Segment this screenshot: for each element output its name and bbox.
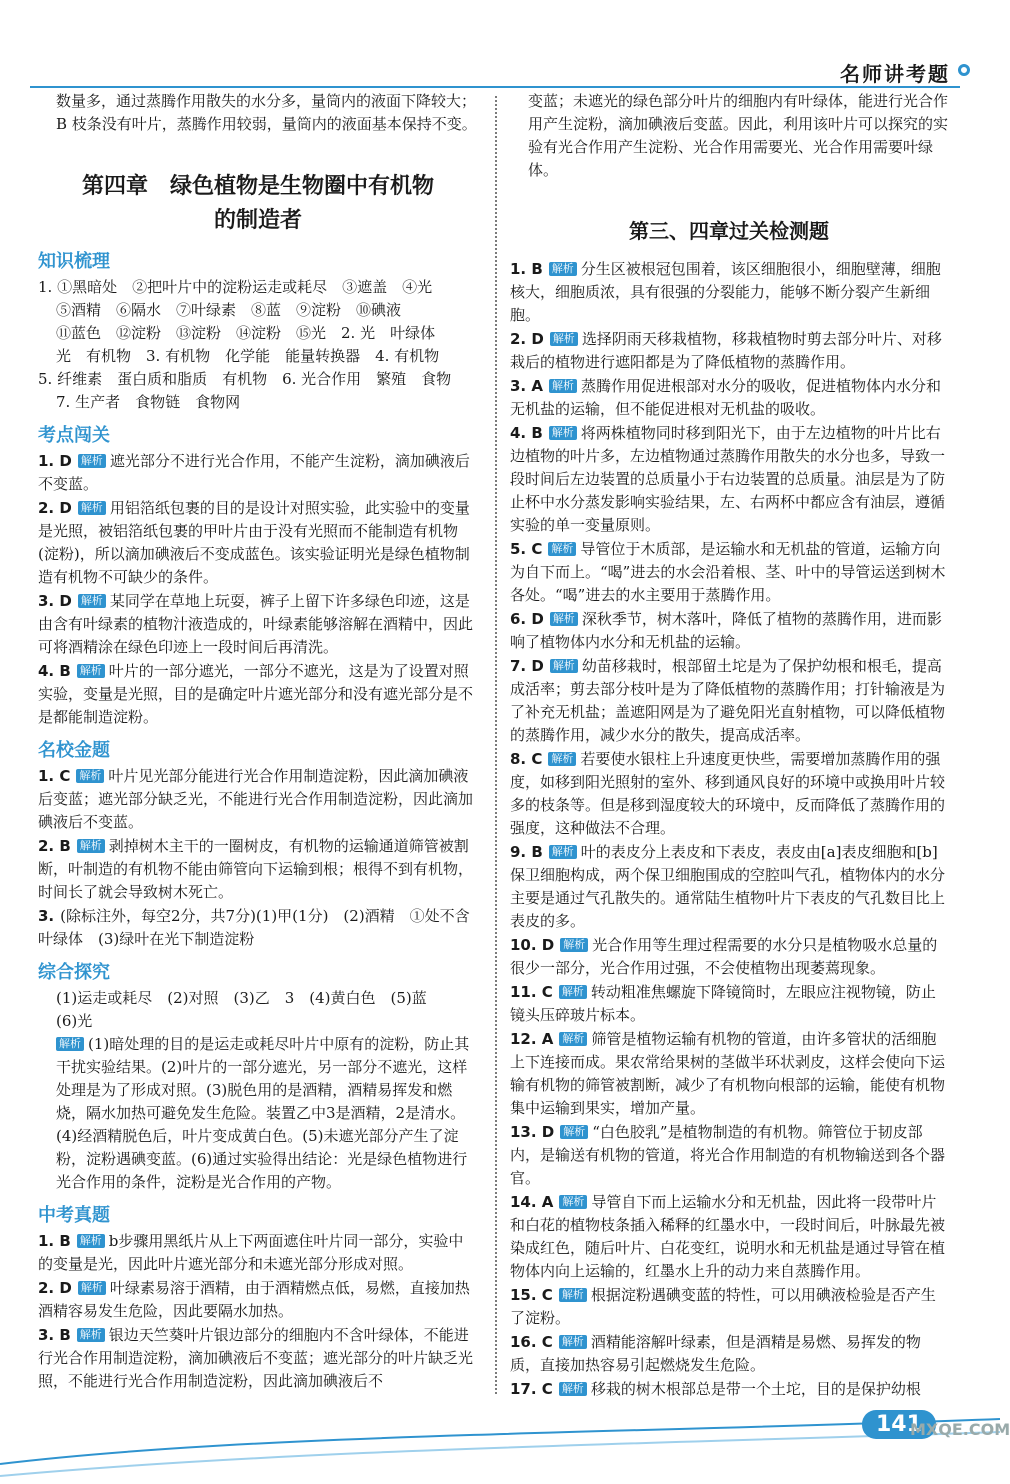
answer-key: 3. xyxy=(38,907,55,925)
answer-item xyxy=(38,450,478,496)
answer-key: 11. C xyxy=(510,983,553,1001)
analysis-tag: 解析 xyxy=(78,1281,106,1295)
answer-line: ⑤酒精 ⑥隔水 ⑦叶绿素 ⑧蓝 ⑨淀粉 ⑩碘液 xyxy=(56,301,402,319)
analysis-text: (1)暗处理的目的是运走或耗尽叶片中原有的淀粉，防止其干扰实验结果。(2)叶片的一部分遮光，另一部分不遮光，这样处理是为了形成对照。(3)脱色用的是酒精，酒精易挥发和燃烧，隔水加热可避免发生危险。装置乙中3是酒精，2是清水。(4)经酒精脱色后，叶片变成黄白色。(5)未遮光部分产生了淀粉，淀粉遇碘变蓝。(6)通过实验得出结论：光是绿色植物进行光合作用的条件，淀粉是光合作用的产物。 xyxy=(56,1035,470,1191)
answer-text: 将两株植物同时移到阳光下，由于左边植物的叶片比右边植物的叶片多，左边植物通过蒸腾作用散失的水分也多，导致一段时间后左边装置的总质量小于右边装置的总质量。油层是为了防止杯中水分蒸发影响实验结果，左、右两杯中都应含有油层，遵循实验的单一变量原则。 xyxy=(510,424,946,534)
analysis-tag: 解析 xyxy=(77,839,105,853)
analysis-tag: 解析 xyxy=(77,1234,105,1248)
answer-key: 16. C xyxy=(510,1333,553,1351)
answer-item xyxy=(38,1230,478,1276)
answer-key: 7. D xyxy=(510,657,544,675)
answer-item xyxy=(510,1331,948,1377)
right-intro: 变蓝；未遮光的绿色部分叶片的细胞内有叶绿体，能进行光合作用产生淀粉，滴加碘液后变蓝。因此，利用该叶片可以探究的实验有光合作用产生淀粉、光合作用需要光、光合作用需要叶绿体。 xyxy=(528,92,949,179)
answer-text: b步骤用黑纸片从上下两面遮住叶片同一部分，实验中的变量是光，因此叶片遮光部分和未遮光部分形成对照。 xyxy=(38,1232,464,1273)
analysis-tag: 解析 xyxy=(549,426,577,440)
answer-key: 2. D xyxy=(38,499,72,517)
analysis-tag: 解析 xyxy=(548,542,576,556)
answer-item xyxy=(38,660,478,729)
chapter-title-line: 第四章 绿色植物是生物圈中有机物 xyxy=(81,174,434,199)
answer-text: 光合作用等生理过程需要的水分只是植物吸水总量的很少一部分，光合作用过强，不会使植物出现萎蔫现象。 xyxy=(510,936,938,977)
analysis-tag: 解析 xyxy=(559,1335,587,1349)
answer-text: 叶片的一部分遮光，一部分不遮光，这是为了设置对照实验，变量是光照，目的是确定叶片遮光部分和没有遮光部分是不是都能制造淀粉。 xyxy=(38,662,474,726)
analysis-tag: 解析 xyxy=(549,845,577,859)
answer-item xyxy=(510,1284,948,1330)
answer-text: 剥掉树木主干的一圈树皮，有机物的运输通道筛管被割断，叶制造的有机物不能由筛管向下运输到根；根得不到有机物，时间长了就会导致树木死亡。 xyxy=(38,837,474,901)
answer-text: 遮光部分不进行光合作用，不能产生淀粉，滴加碘液后不变蓝。 xyxy=(38,452,470,493)
answer-key: 3. D xyxy=(38,592,72,610)
analysis-tag: 解析 xyxy=(559,1195,587,1209)
answer-text: 幼苗移栽时，根部留土坨是为了保护幼根和根毛，提高成活率；剪去部分枝叶是为了降低植物的蒸腾作用；打针输液是为了补充无机盐；盖遮阳网是为了避免阳光直射植物，可以降低植物的蒸腾作用，减少水分的散失，提高成活率。 xyxy=(510,657,946,744)
answer-key: 3. A xyxy=(510,377,543,395)
answer-item xyxy=(510,1378,948,1401)
answer-item xyxy=(510,375,948,421)
answer-key: 2. B xyxy=(38,837,71,855)
answer-text: 选择阴雨天移栽植物，移栽植物时剪去部分叶片、对移栽后的植物进行遮阳都是为了降低植物的蒸腾作用。 xyxy=(510,330,942,371)
answer-item xyxy=(510,981,948,1027)
answer-key: 1. C xyxy=(38,767,71,785)
analysis-tag: 解析 xyxy=(549,262,577,276)
chapter-title-line: 的制造者 xyxy=(213,208,302,233)
answer-item xyxy=(510,655,948,747)
analysis-tag: 解析 xyxy=(560,1125,588,1139)
right-column xyxy=(510,90,948,1402)
section-title: 考点闯关 xyxy=(38,425,110,446)
test-title: 第三、四章过关检测题 xyxy=(629,219,829,243)
answer-key: 2. D xyxy=(510,330,544,348)
answer-key: 8. C xyxy=(510,750,543,768)
answer-text: 若要使水银柱上升速度更快些，需要增加蒸腾作用的强度，如移到阳光照射的室外、移到通风良好的环境中或换用叶片较多的枝条等。但是移到湿度较大的环境中，反而降低了蒸腾作用的强度，这种做法不合理。 xyxy=(510,750,946,837)
answer-key: 17. C xyxy=(510,1380,553,1398)
answer-text: “白色胶乳”是植物制造的有机物。筛管位于韧皮部内，是输送有机物的管道，将光合作用制造的有机物输送到各个器官。 xyxy=(510,1123,946,1187)
answer-text: 银边天竺葵叶片银边部分的细胞内不含叶绿体，不能进行光合作用制造淀粉，滴加碘液后不变蓝；遮光部分的叶片缺乏光照，不能进行光合作用制造淀粉，因此滴加碘液后不 xyxy=(38,1326,474,1390)
answer-text: 用铝箔纸包裹的目的是设计对照实验，此实验中的变量是光照，被铝箔纸包裹的甲叶片由于没有光照而不能制造有机物(淀粉)，所以滴加碘液后不变成蓝色。该实验证明光是绿色植物制造有机物不可缺少的条件。 xyxy=(38,499,470,586)
column-divider xyxy=(495,96,497,1394)
answer-key: 4. B xyxy=(510,424,543,442)
answer-text: 导管自下而上运输水分和无机盐，因此将一段带叶片和白花的植物枝条插入稀释的红墨水中，一段时间后，叶脉最先被染成红色，随后叶片、白花变红，说明水和无机盐是通过导管在植物体内向上运输的，红墨水上升的动力来自蒸腾作用。 xyxy=(510,1193,946,1280)
analysis-tag: 解析 xyxy=(77,664,105,678)
answer-line: (1)运走或耗尽 (2)对照 (3)乙 3 (4)黄白色 (5)蓝 xyxy=(56,989,427,1007)
analysis-tag: 解析 xyxy=(78,594,106,608)
answer-item xyxy=(510,328,948,374)
answer-item xyxy=(510,934,948,980)
watermark: MXQE.COM xyxy=(910,1420,1010,1439)
answer-item xyxy=(38,1324,478,1393)
answer-item xyxy=(510,841,948,933)
page-number: 141 xyxy=(862,1410,936,1439)
answer-item xyxy=(510,608,948,654)
analysis-tag: 解析 xyxy=(78,501,106,515)
answer-key: 14. A xyxy=(510,1193,554,1211)
answer-key: 3. B xyxy=(38,1326,71,1344)
answer-item xyxy=(38,835,478,904)
analysis-tag: 解析 xyxy=(78,454,106,468)
answer-key: 9. B xyxy=(510,843,543,861)
analysis-tag: 解析 xyxy=(550,612,578,626)
answer-text: 分生区被根冠包围着，该区细胞很小，细胞壁薄，细胞核大，细胞质浓，具有很强的分裂能力，能够不断分裂产生新细胞。 xyxy=(510,260,941,324)
analysis-tag: 解析 xyxy=(559,1288,587,1302)
analysis-paragraph xyxy=(38,1033,478,1194)
answer-text: 某同学在草地上玩耍，裤子上留下许多绿色印迹，这是由含有叶绿素的植物汁液造成的，叶绿素能够溶解在酒精中，因此可将酒精涂在绿色印迹上一段时间后再清洗。 xyxy=(38,592,474,656)
analysis-tag: 解析 xyxy=(550,659,578,673)
answer-item xyxy=(510,748,948,840)
answer-text: 转动粗准焦螺旋下降镜筒时，左眼应注视物镜，防止镜头压碎玻片标本。 xyxy=(510,983,936,1024)
section-title: 名校金题 xyxy=(38,740,110,761)
answer-item xyxy=(510,1191,948,1283)
answer-item xyxy=(38,765,478,834)
answer-key: 5. C xyxy=(510,540,543,558)
answer-item xyxy=(510,422,948,537)
analysis-tag: 解析 xyxy=(559,1382,587,1396)
analysis-tag: 解析 xyxy=(76,769,104,783)
answer-line: 1. ①黑暗处 ②把叶片中的淀粉运走或耗尽 ③遮盖 ④光 xyxy=(38,278,433,296)
analysis-tag: 解析 xyxy=(559,1032,587,1046)
left-intro-line: 数量多，通过蒸腾作用散失的水分多，量筒内的液面下降较大； xyxy=(56,92,477,110)
section-title: 综合探究 xyxy=(38,962,110,983)
answer-text: 叶绿素易溶于酒精，由于酒精燃点低，易燃，直接加热酒精容易发生危险，因此要隔水加热。 xyxy=(38,1279,470,1320)
answer-text: 筛管是植物运输有机物的管道，由许多管状的活细胞上下连接而成。果农常给果树的茎做半环状剥皮，这样会使向下运输有机物的筛管被割断，减少了有机物向根部的运输，能使有机物集中运输到果实，增加产量。 xyxy=(510,1030,946,1117)
analysis-tag: 解析 xyxy=(548,752,576,766)
header-rule xyxy=(30,86,960,88)
answer-text: 叶的表皮分上表皮和下表皮，表皮由[a]表皮细胞和[b]保卫细胞构成，两个保卫细胞围成的空腔叫气孔，植物体内的水分主要是通过气孔散失的。通常陆生植物叶片下表皮的气孔数目比上表皮的多。 xyxy=(510,843,946,930)
header-brand: 名师讲考题 xyxy=(840,62,950,86)
answer-text: 酒精能溶解叶绿素，但是酒精是易燃、易挥发的物质，直接加热容易引起燃烧发生危险。 xyxy=(510,1333,921,1374)
answer-line: (6)光 xyxy=(56,1012,93,1030)
circle-icon xyxy=(958,64,970,76)
answer-text: 叶片见光部分能进行光合作用制造淀粉，因此滴加碘液后变蓝；遮光部分缺乏光，不能进行光合作用制造淀粉，因此滴加碘液后不变蓝。 xyxy=(38,767,474,831)
answer-text: 移栽的树木根部总是带一个土坨，目的是保护幼根 xyxy=(590,1380,921,1398)
answer-key: 1. B xyxy=(510,260,543,278)
answer-item xyxy=(510,1121,948,1190)
answer-line: 5. 纤维素 蛋白质和脂质 有机物 6. 光合作用 繁殖 食物 xyxy=(38,370,452,388)
answer-key: 13. D xyxy=(510,1123,555,1141)
answer-item xyxy=(510,258,948,327)
answer-key: 12. A xyxy=(510,1030,554,1048)
answer-key: 2. D xyxy=(38,1279,72,1297)
answer-text: 蒸腾作用促进根部对水分的吸收，促进植物体内水分和无机盐的运输，但不能促进根对无机盐的吸收。 xyxy=(510,377,941,418)
answer-line: 7. 生产者 食物链 食物网 xyxy=(56,393,241,411)
analysis-tag: 解析 xyxy=(560,938,588,952)
analysis-tag: 解析 xyxy=(559,985,587,999)
answer-key: 4. B xyxy=(38,662,71,680)
section-title: 中考真题 xyxy=(38,1205,110,1226)
answer-key: 15. C xyxy=(510,1286,553,1304)
answer-text: 导管位于木质部，是运输水和无机盐的管道，运输方向为自下而上。“喝”进去的水会沿着根、茎、叶中的导管运送到树木各处。“喝”进去的水主要用于蒸腾作用。 xyxy=(510,540,946,604)
answer-text: 深秋季节，树木落叶，降低了植物的蒸腾作用，进而影响了植物体内水分和无机盐的运输。 xyxy=(510,610,942,651)
footer-wave xyxy=(0,1404,1000,1484)
answer-item xyxy=(38,905,478,951)
answer-item xyxy=(38,497,478,589)
analysis-tag: 解析 xyxy=(549,379,577,393)
chapter-title xyxy=(38,170,478,238)
answer-key: 1. D xyxy=(38,452,72,470)
answer-line: ⑪蓝色 ⑫淀粉 ⑬淀粉 ⑭淀粉 ⑮光 2. 光 叶绿体 xyxy=(56,324,436,342)
left-intro-line: B 枝条没有叶片，蒸腾作用较弱，量筒内的液面基本保持不变。 xyxy=(56,115,477,133)
answer-item xyxy=(38,1277,478,1323)
answer-key: 1. B xyxy=(38,1232,71,1250)
answer-line: 光 有机物 3. 有机物 化学能 能量转换器 4. 有机物 xyxy=(56,347,440,365)
answer-text: (除标注外，每空2分，共7分)(1)甲(1分) (2)酒精 ①处不含叶绿体 (3)绿叶在光下制造淀粉 xyxy=(38,907,470,948)
analysis-tag: 解析 xyxy=(550,332,578,346)
section-title: 知识梳理 xyxy=(38,251,110,272)
answer-item xyxy=(510,1028,948,1120)
answer-key: 6. D xyxy=(510,610,544,628)
answer-item xyxy=(510,538,948,607)
answer-key: 10. D xyxy=(510,936,555,954)
answer-text: 根据淀粉遇碘变蓝的特性，可以用碘液检验是否产生了淀粉。 xyxy=(510,1286,936,1327)
analysis-tag: 解析 xyxy=(56,1037,84,1051)
left-column xyxy=(38,90,478,1394)
analysis-tag: 解析 xyxy=(77,1328,105,1342)
answer-item xyxy=(38,590,478,659)
